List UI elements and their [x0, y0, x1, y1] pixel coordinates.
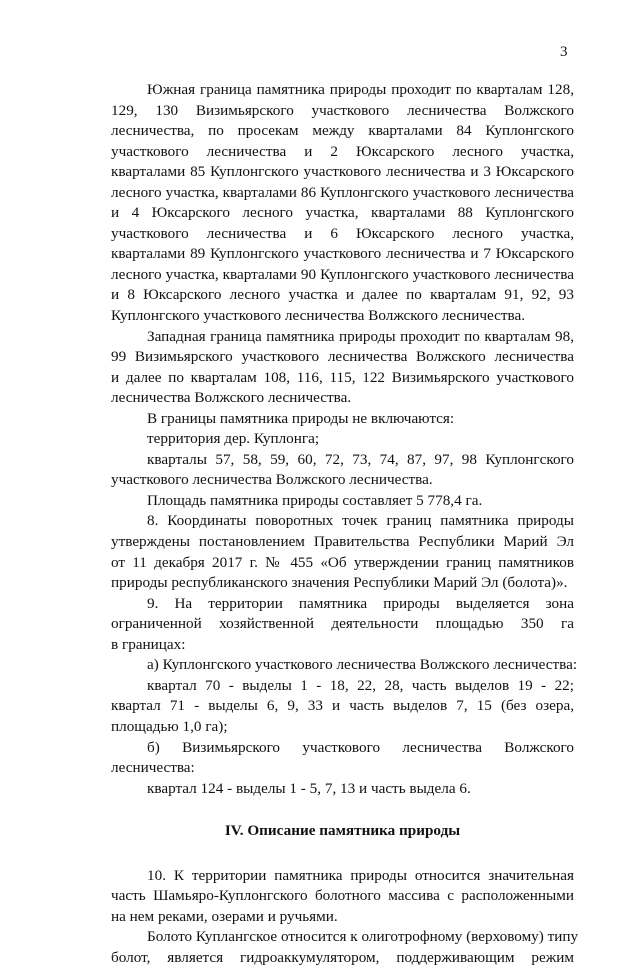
text-line: ограниченной хозяйственной деятельности площадью 350 га — [111, 615, 574, 633]
paragraph-item-8 — [111, 511, 574, 593]
text-line: кварталами 85 Куплонгского участкового лесничества и 3 Юксарского — [111, 163, 574, 181]
text-line: 8. Координаты поворотных точек границ памятника природы — [147, 512, 574, 530]
section-heading: IV. Описание памятника природы — [224, 822, 461, 840]
text-line: Болото Куплангское относится к олиготрофному (верховому) типу — [147, 928, 579, 946]
text-line: 129, 130 Визимьярского участкового лесничества Волжского — [111, 101, 574, 119]
text-line: квартал 124 - выделы 1 - 5, 7, 13 и часть выдела 6. — [147, 779, 471, 797]
text-line: 99 Визимьярского участкового лесничества Волжского лесничества — [111, 348, 574, 366]
text-line: лесничества Волжского лесничества. — [111, 389, 352, 407]
text-line: б) Визимьярского участкового лесничества Волжского — [147, 738, 574, 756]
text-line: лесного участка, кварталами 86 Куплонгского участкового лесничества — [111, 183, 574, 201]
text-line: болот, является гидроаккумулятором, поддерживающим режим — [111, 948, 574, 966]
text-line: 9. На территории памятника природы выделяется зона — [147, 594, 574, 612]
text-line: квартал 70 - выделы 1 - 18, 22, 28, часть выделов 19 - 22; — [147, 676, 574, 694]
paragraph-item-9 — [111, 594, 578, 799]
text-line: в границах: — [111, 635, 186, 653]
text-line: участкового лесничества и 2 Юксарского лесного участка, — [111, 142, 574, 160]
text-line: В границы памятника природы не включаются: — [147, 409, 455, 427]
paragraph-south-border — [111, 80, 574, 327]
text-line: 10. К территории памятника природы относится значительная — [147, 866, 574, 884]
text-line: площадью 1,0 га); — [111, 717, 228, 735]
text-line: а) Куплонгского участкового лесничества Волжского лесничества: — [147, 656, 578, 674]
paragraph-not-included — [111, 409, 574, 512]
text-line: Площадь памятника природы составляет 5 778,4 га. — [147, 491, 483, 509]
text-line: кварталы 57, 58, 59, 60, 72, 73, 74, 87, 97, 98 Куплонгского — [147, 450, 574, 468]
text-line: лесного участка, кварталами 90 Куплонгского участкового лесничества — [111, 265, 574, 283]
text-line: Западная граница памятника природы проходит по кварталам 98, — [147, 327, 574, 345]
text-line: и 4 Юксарского лесного участка, кварталами 88 Куплонгского — [111, 204, 574, 222]
paragraph-west-border — [111, 327, 574, 409]
text-line: Южная граница памятника природы проходит по кварталам 128, — [147, 81, 574, 98]
paragraph-bog — [111, 927, 579, 968]
text-line: от 11 декабря 2017 г. № 455 «Об утверждении границ памятников — [111, 553, 574, 571]
text-line: природы республиканского значения Республики Марий Эл (болота)». — [111, 574, 568, 592]
text-line: и 8 Юксарского лесного участка и далее по кварталам 91, 92, 93 — [111, 286, 574, 304]
text-line: лесничества: — [111, 759, 195, 777]
text-line: и далее по кварталам 108, 116, 115, 122 Визимьярского участкового — [111, 368, 574, 386]
paragraph-item-10 — [111, 866, 574, 928]
text-line: участкового лесничества Волжского лесничества. — [111, 471, 433, 489]
text-line: квартал 71 - выделы 6, 9, 33 и часть выделов 7, 15 (без озера, — [111, 697, 574, 715]
text-line: утверждены постановлением Правительства Республики Марий Эл — [111, 533, 574, 551]
document-body — [111, 80, 579, 968]
text-line: территория дер. Куплонга; — [147, 430, 320, 448]
page-number: 3 — [560, 44, 568, 60]
text-line: лесничества, по просекам между кварталами 84 Куплонгского — [111, 122, 574, 140]
text-line: на нем реками, озерами и ручьями. — [111, 907, 338, 925]
text-line: участкового лесничества и 6 Юксарского лесного участка, — [111, 224, 574, 242]
text-line: Куплонгского участкового лесничества Волжского лесничества. — [111, 307, 526, 325]
text-line: часть Шамьяро-Куплонгского болотного массива с расположенными — [111, 887, 574, 905]
text-line: кварталами 89 Куплонгского участкового лесничества и 7 Юксарского — [111, 245, 574, 263]
